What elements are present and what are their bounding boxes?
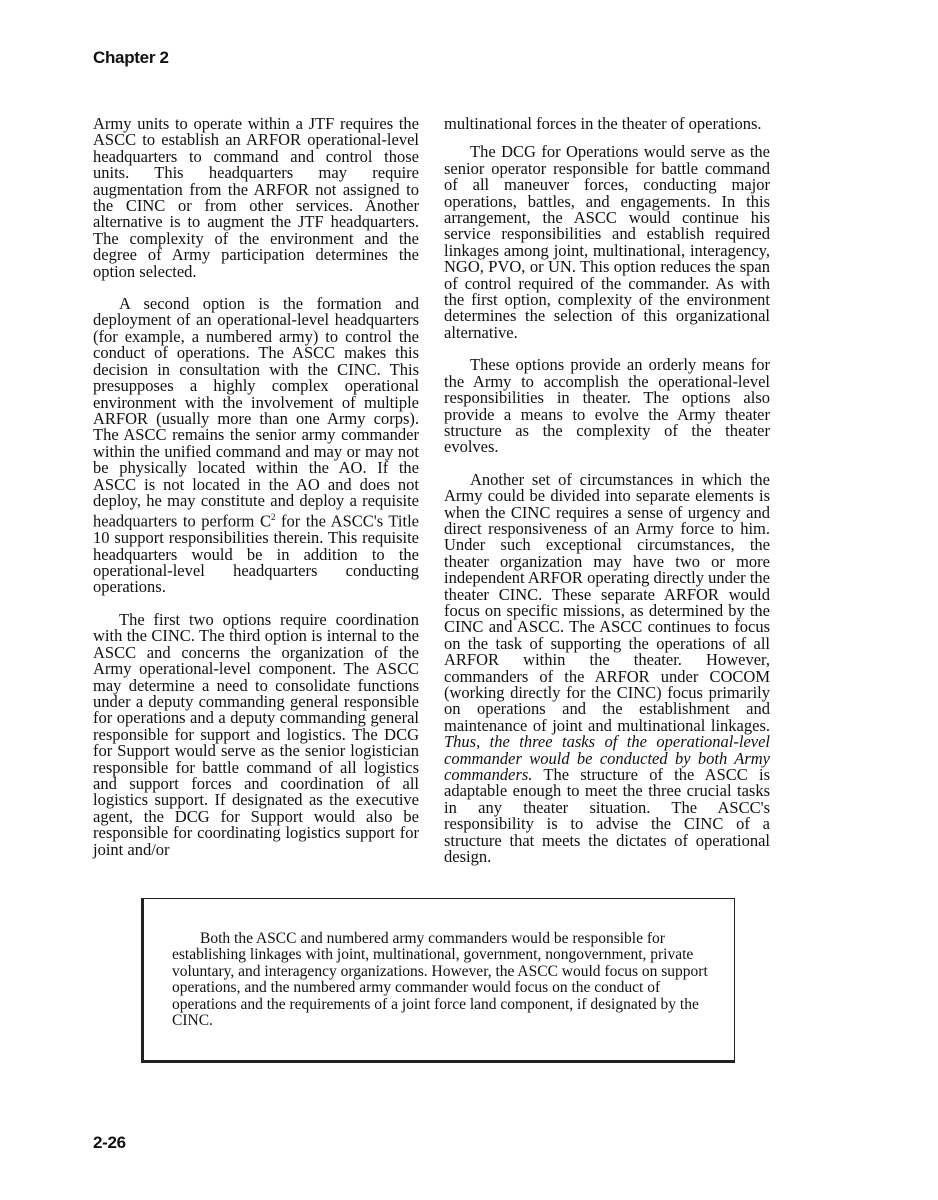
paragraph: multinational forces in the theater of operations. — [444, 114, 762, 133]
paragraph: The first two options require coordination with the CINC. The third option is internal to the ASCC and concerns the organization of the Army operational-level component. The ASCC may determine a need to consolidate functions under a deputy commanding general responsible for operations and a deputy commanding general responsible for support and logistics. The DCG for Support would serve as the senior logistician responsible for battle command of all logistics and support forces and coordination of all logistics support. If designated as the executive agent, the DCG for Support would also be responsible for coordinating logistics support for joint and/or — [93, 609, 419, 859]
left-column — [93, 116, 419, 874]
callout-box — [141, 898, 735, 1063]
paragraph: The DCG for Operations would serve as the senior operator responsible for battle command of all maneuver forces, conducting major operations, battles, and engagements. In this arrangement, the ASCC would continue his service responsibilities and establish required linkages among joint, multinational, interagency, NGO, PVO, or UN. This option reduces the span of control required of the commander. As with the first option, complexity of the environment determines the selection of this organizational alternative. — [444, 142, 770, 342]
superscript: 2 — [270, 512, 276, 523]
paragraph — [93, 296, 419, 596]
page-number: 2-26 — [93, 1133, 126, 1152]
chapter-header: Chapter 2 — [93, 48, 169, 67]
callout-text: Both the ASCC and numbered army commanders would be responsible for establishing linkages with joint, multinational, government, nongovernment, private voluntary, and interagency organizations. However, the ASCC would focus on support operations, and the numbered army commander would focus on the conduct of operations and the requirements of a joint force land component, if designated by the CINC. — [172, 930, 708, 1030]
paragraph: These options provide an orderly means for the Army to accomplish the operational-level responsibilities in theater. The options also provide a means to evolve the Army theater structure as the complexity of the theater evolves. — [444, 355, 770, 457]
paragraph: Army units to operate within a JTF requires the ASCC to establish an ARFOR operational-level headquarters to command and control those units. This headquarters may require augmentation from the ARFOR not assigned to the CINC or from other services. Another alternative is to augment the JTF headquarters. The complexity of the environment and the degree of Army participation determines the option selected. — [93, 114, 419, 281]
paragraph-text: for the ASCC's Title 10 support responsibilities therein. This requisite headquarters would be in addition to the operational-level headquarters conducting operations. — [93, 511, 419, 597]
right-column — [444, 116, 770, 881]
italic-text: Thus, the three tasks of the operational-level commander would be conducted by both Army commanders. — [444, 732, 770, 785]
paragraph — [444, 469, 770, 867]
paragraph-text: The structure of the ASCC is adaptable enough to meet the three crucial tasks in any theater situation. The ASCC's responsibility is to advise the CINC of a structure that meets the dictates of operational design. — [444, 765, 770, 867]
paragraph-text: A second option is the formation and deployment of an operational-level headquarters (for example, a numbered army) to control the conduct of operations. The ASCC makes this decision in consultation with the CINC. This presupposes a highly complex operational environment with the involvement of multiple ARFOR (usually more than one Army corps). The ASCC remains the senior army commander within the unified command and may or may not be physically located within the AO. If the ASCC is not located in the AO and does not deploy, he may constitute and deploy a requisite headquarters to perform C — [93, 294, 419, 531]
paragraph-text: Another set of circumstances in which the Army could be divided into separate elements is when the CINC requires a sense of urgency and direct responsiveness of an Army force to him. Under such exceptional circumstances, the theater organization may have two or more independent ARFOR operating directly under the theater CINC. These separate ARFOR would focus on specific missions, as determined by the CINC and ASCC. The ASCC continues to focus on the task of supporting the operations of all ARFOR within the theater. However, commanders of the ARFOR under COCOM (working directly for the CINC) focus primarily on operations and the establishment and maintenance of joint and multinational linkages. — [444, 469, 770, 735]
